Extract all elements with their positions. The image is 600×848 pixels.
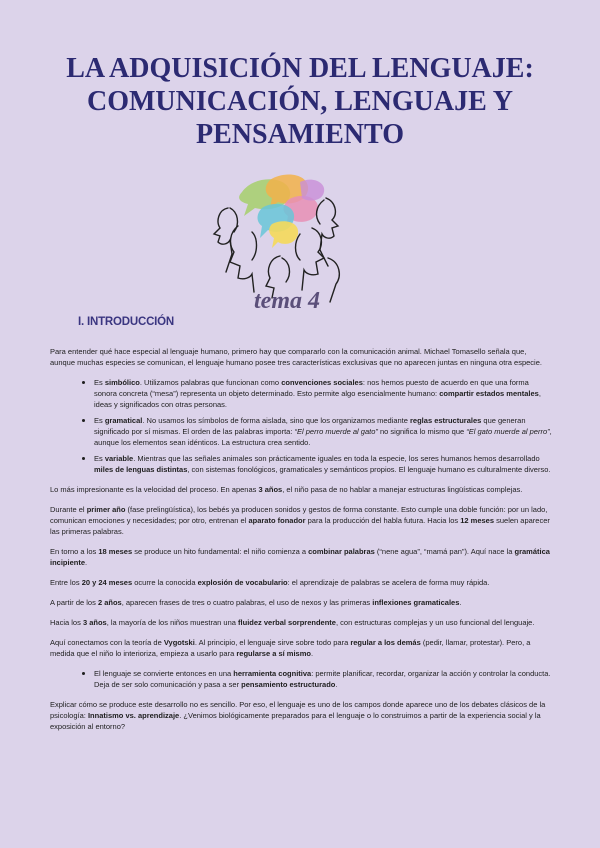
bold-text: 12 meses: [460, 516, 495, 525]
text-run: .: [310, 649, 314, 658]
text-run: Es: [94, 454, 105, 463]
bold-text: 3 años: [82, 618, 107, 627]
bold-text: 2 años: [97, 598, 122, 607]
text-run: Explicar cómo se produce este desarrollo no es sencillo. Por eso, el lenguaje es uno de los campos donde aparece uno de los debates clásicos de la psicología:: [50, 700, 546, 720]
text-run: , el niño pasa de no hablar a manejar estructuras lingüísticas complejas.: [282, 485, 523, 494]
text-run: Es: [94, 416, 105, 425]
text-run: En torno a los: [50, 547, 99, 556]
bold-text: 18 meses: [98, 547, 133, 556]
paragraph: [50, 637, 552, 659]
text-run: : el aprendizaje de palabras se acelera de forma muy rápida.: [287, 578, 490, 587]
list-item: [94, 453, 552, 475]
text-run: . ¿Venimos biológicamente preparados para el lenguaje o lo construimos a partir de la experiencia social y la exposición al entorno?: [50, 711, 541, 731]
bold-text: primer año: [86, 505, 126, 514]
bold-text: variable: [104, 454, 134, 463]
people-talking-icon: [200, 162, 360, 322]
bold-text: combinar palabras: [308, 547, 375, 556]
text-run: . No usamos los símbolos de forma aislada, sino que los organizamos mediante: [142, 416, 411, 425]
text-run: El lenguaje se convierte entonces en una: [94, 669, 234, 678]
text-run: .: [335, 680, 338, 689]
paragraph: [50, 699, 552, 732]
text-run: . Utilizamos palabras que funcionan como: [139, 378, 282, 387]
bold-text: reglas estructurales: [410, 416, 482, 425]
text-run: Aquí conectamos con la teoría de: [50, 638, 164, 647]
bold-text: simbólico: [104, 378, 140, 387]
text-run: : nos hemos puesto de acuerdo en que una forma sonora concreta (“mesa”) representa un objeto determinado. Esto permite algo esencialmente humano:: [94, 378, 529, 398]
bold-text: fluidez verbal sorprendente: [238, 618, 336, 627]
bold-text: miles de lenguas distintas: [94, 465, 188, 474]
text-run: .: [85, 558, 88, 567]
italic-text: “El gato muerde al perro”: [466, 427, 550, 436]
text-run: suelen aparecer las primeras palabras.: [50, 516, 550, 536]
page-title: [40, 52, 560, 151]
list-item: [94, 668, 552, 690]
paragraph: [50, 504, 552, 537]
text-run: (fase prelingüística), los bebés ya producen sonidos y gestos de forma constante. Esto cumple una doble función: por un lado, comunican emociones y necesidades; por otro, entrenan el: [50, 505, 548, 525]
text-run: Hacia los: [50, 618, 83, 627]
text-run: (pedir, llamar, protestar). Pero, a medida que el niño lo interioriza, empieza a usarlo para: [50, 638, 531, 658]
illustration-caption: tema 4: [254, 288, 320, 314]
text-run: ocurre la conocida: [132, 578, 198, 587]
text-run: se produce un hito fundamental: el niño comienza a: [132, 547, 309, 556]
list-item: [94, 415, 552, 448]
italic-text: “El perro muerde al gato”: [294, 427, 378, 436]
title-line: COMUNICACIÓN, LENGUAJE Y: [87, 86, 513, 117]
text-run: . Mientras que las señales animales son prácticamente iguales en toda la especie, los seres humanos hemos desarrollado: [133, 454, 540, 463]
bullet-list: [50, 377, 552, 475]
bold-text: gramatical: [104, 416, 143, 425]
paragraph: [50, 346, 552, 368]
bold-text: Innatismo vs. aprendizaje: [87, 711, 180, 720]
bold-text: inflexiones gramaticales: [372, 598, 460, 607]
bold-text: regularse a sí mismo: [236, 649, 311, 658]
bold-text: herramienta cognitiva: [233, 669, 312, 678]
text-run: que generan significado por sí mismas. El orden de las palabras importa:: [94, 416, 526, 436]
text-run: , con sistemas fonológicos, gramaticales y semánticos propios. El lenguaje humano es culturalmente diverso.: [187, 465, 551, 474]
text-run: Lo más impresionante es la velocidad del proceso. En apenas: [50, 485, 259, 494]
text-run: , aunque los elementos sean idénticos. La estructura crea sentido.: [94, 427, 552, 447]
bold-text: Vygotski: [163, 638, 195, 647]
bold-text: pensamiento estructurado: [241, 680, 336, 689]
bold-text: compartir estados mentales: [439, 389, 539, 398]
title-line: LA ADQUISICIÓN DEL LENGUAJE:: [66, 53, 534, 84]
text-run: .: [459, 598, 462, 607]
text-run: : permite planificar, recordar, organizar la acción y controlar la conducta. Deja de ser solo comunicación y pasa a ser: [94, 669, 551, 689]
paragraph: [50, 617, 552, 628]
bold-text: 3 años: [258, 485, 283, 494]
text-run: Entre los: [50, 578, 82, 587]
text-run: , con estructuras complejas y un uso funcional del lenguaje.: [335, 618, 535, 627]
text-run: , la mayoría de los niños muestran una: [106, 618, 239, 627]
bold-text: explosión de vocabulario: [197, 578, 288, 587]
bold-text: regular a los demás: [350, 638, 421, 647]
bullet-list: [50, 668, 552, 690]
text-run: (“nene agua”, “mamá pan”). Aquí nace la: [374, 547, 515, 556]
text-run: , ideas y significados con otras personas.: [94, 389, 541, 409]
document-body: [50, 346, 552, 741]
text-run: no significa lo mismo que: [377, 427, 467, 436]
bold-text: gramática incipiente: [50, 547, 550, 567]
text-run: Es: [94, 378, 105, 387]
text-run: A partir de los: [50, 598, 98, 607]
paragraph: [50, 577, 552, 588]
bold-text: aparato fonador: [248, 516, 306, 525]
title-line: PENSAMIENTO: [196, 119, 404, 150]
text-run: , aparecen frases de tres o cuatro palabras, el uso de nexos y las primeras: [121, 598, 373, 607]
text-run: Para entender qué hace especial al lenguaje humano, primero hay que compararlo con la comunicación animal. Michael Tomasello señala que, aunque muchas especies se comunican, el lenguaje humano posee tres características exclusivas que no aparecen juntas en ninguna otra especie.: [50, 347, 542, 367]
bold-text: 20 y 24 meses: [81, 578, 133, 587]
text-run: Durante el: [50, 505, 87, 514]
paragraph: [50, 597, 552, 608]
section-heading: I. INTRODUCCIÓN: [78, 316, 175, 328]
list-item: [94, 377, 552, 410]
bold-text: convenciones sociales: [281, 378, 363, 387]
paragraph: [50, 484, 552, 495]
text-run: . Al principio, el lenguaje sirve sobre todo para: [194, 638, 351, 647]
paragraph: [50, 546, 552, 568]
text-run: para la producción del habla futura. Hacia los: [305, 516, 461, 525]
